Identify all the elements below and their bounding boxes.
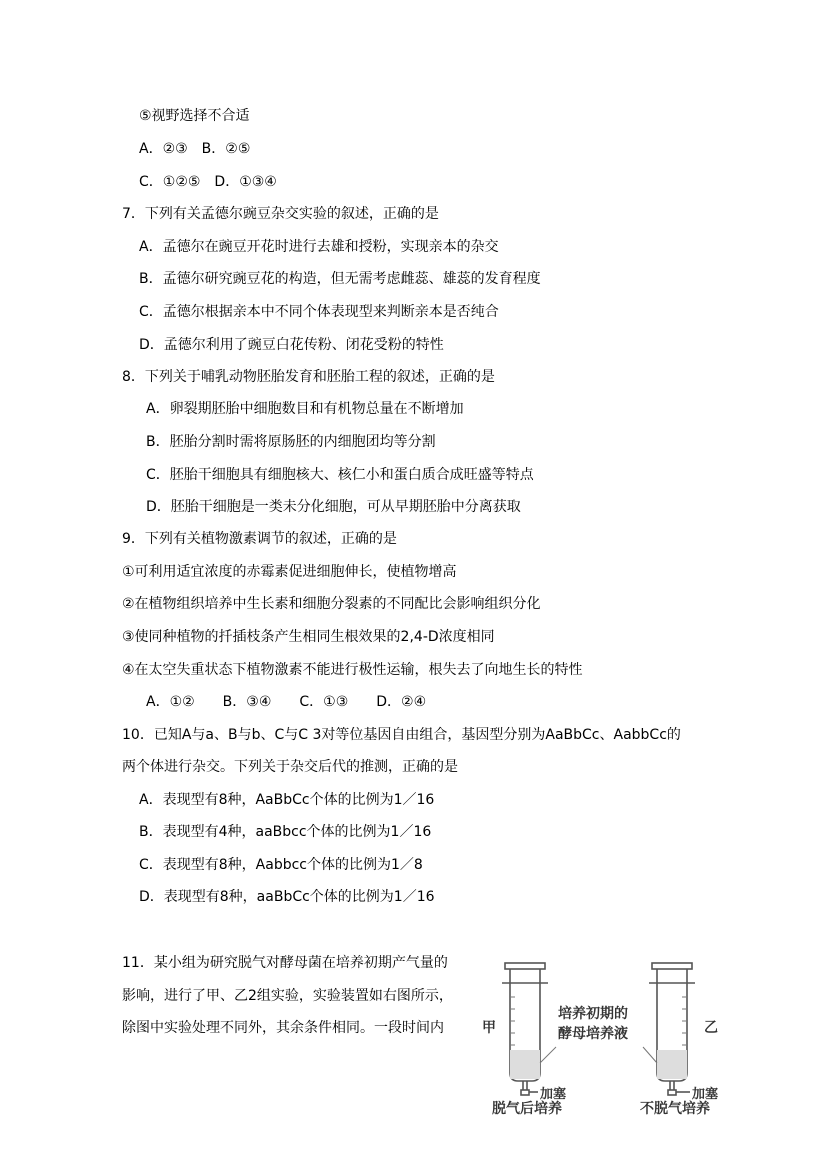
question-8: 8．下列关于哺乳动物胚胎发育和胚胎工程的叙述，正确的是 xyxy=(122,369,495,385)
option-b: B．胚胎分割时需将原肠胚的内细胞团均等分割 xyxy=(146,434,436,450)
option-b: B．表现型有4种，aaBbcc个体的比例为1／16 xyxy=(139,824,432,840)
callout-line2: 酵母培养液 xyxy=(558,1026,628,1042)
question-11-cont: 影响，进行了甲、乙2组实验，实验装置如右图所示， xyxy=(122,988,453,1004)
text-line: C．①②⑤ D．①③④ xyxy=(139,174,277,190)
label-jia: 甲 xyxy=(482,1020,496,1036)
option-a: A．卵裂期胚胎中细胞数目和有机物总量在不断增加 xyxy=(146,401,464,417)
syringe-left xyxy=(502,963,548,1095)
syringe-right xyxy=(649,963,695,1095)
question-10: 10．已知A与a、B与b、C与C 3对等位基因自由组合，基因型分别为AaBbCc、AabbCc的 xyxy=(122,727,681,743)
label-yi: 乙 xyxy=(704,1020,718,1036)
stopper-label-right: 加塞 xyxy=(692,1087,719,1102)
statement-2: ②在植物组织培养中生长素和细胞分裂素的不同配比会影响组织分化 xyxy=(122,596,541,612)
option-d: D．表现型有8种，aaBbCc个体的比例为1／16 xyxy=(139,889,435,905)
stopper-label-left: 加塞 xyxy=(540,1087,567,1102)
options-row: A．①② B．③④ C．①③ D．②④ xyxy=(146,694,427,710)
option-b: B．孟德尔研究豌豆花的构造，但无需考虑雌蕊、雄蕊的发育程度 xyxy=(139,271,541,287)
option-a: A．孟德尔在豌豆开花时进行去雄和授粉，实现亲本的杂交 xyxy=(139,239,499,255)
statement-1: ①可利用适宜浓度的赤霉素促进细胞伸长，使植物增高 xyxy=(122,564,457,580)
text-line: ⑤视野选择不合适 xyxy=(139,108,250,124)
option-c: C．孟德尔根据亲本中不同个体表现型来判断亲本是否纯合 xyxy=(139,304,499,320)
option-c: C．胚胎干细胞具有细胞核大、核仁小和蛋白质合成旺盛等特点 xyxy=(146,467,534,483)
option-a: A．表现型有8种，AaBbCc个体的比例为1／16 xyxy=(139,792,435,808)
callout-line1: 培养初期的 xyxy=(558,1006,628,1022)
option-c: C．表现型有8种，Aabbcc个体的比例为1／8 xyxy=(139,857,423,873)
question-7: 7．下列有关孟德尔豌豆杂交实验的叙述，正确的是 xyxy=(122,206,439,222)
caption-right: 不脱气培养 xyxy=(640,1101,710,1117)
option-d: D．孟德尔利用了豌豆白花传粉、闭花受粉的特性 xyxy=(139,337,444,353)
option-d: D．胚胎干细胞是一类未分化细胞，可从早期胚胎中分离获取 xyxy=(146,499,521,515)
question-11-cont: 除图中实验处理不同外，其余条件相同。一段时间内 xyxy=(122,1020,444,1036)
caption-left: 脱气后培养 xyxy=(492,1101,562,1117)
statement-4: ④在太空失重状态下植物激素不能进行极性运输，根失去了向地生长的特性 xyxy=(122,662,583,678)
question-11: 11．某小组为研究脱气对酵母菌在培养初期产气量的 xyxy=(122,955,448,971)
experiment-figure xyxy=(480,955,750,1115)
question-9: 9．下列有关植物激素调节的叙述，正确的是 xyxy=(122,531,397,547)
text-line: A．②③ B．②⑤ xyxy=(139,141,251,157)
statement-3: ③使同种植物的扦插枝条产生相同生根效果的2,4-D浓度相同 xyxy=(122,629,495,645)
question-10-cont: 两个体进行杂交。下列关于杂交后代的推测，正确的是 xyxy=(122,759,458,775)
